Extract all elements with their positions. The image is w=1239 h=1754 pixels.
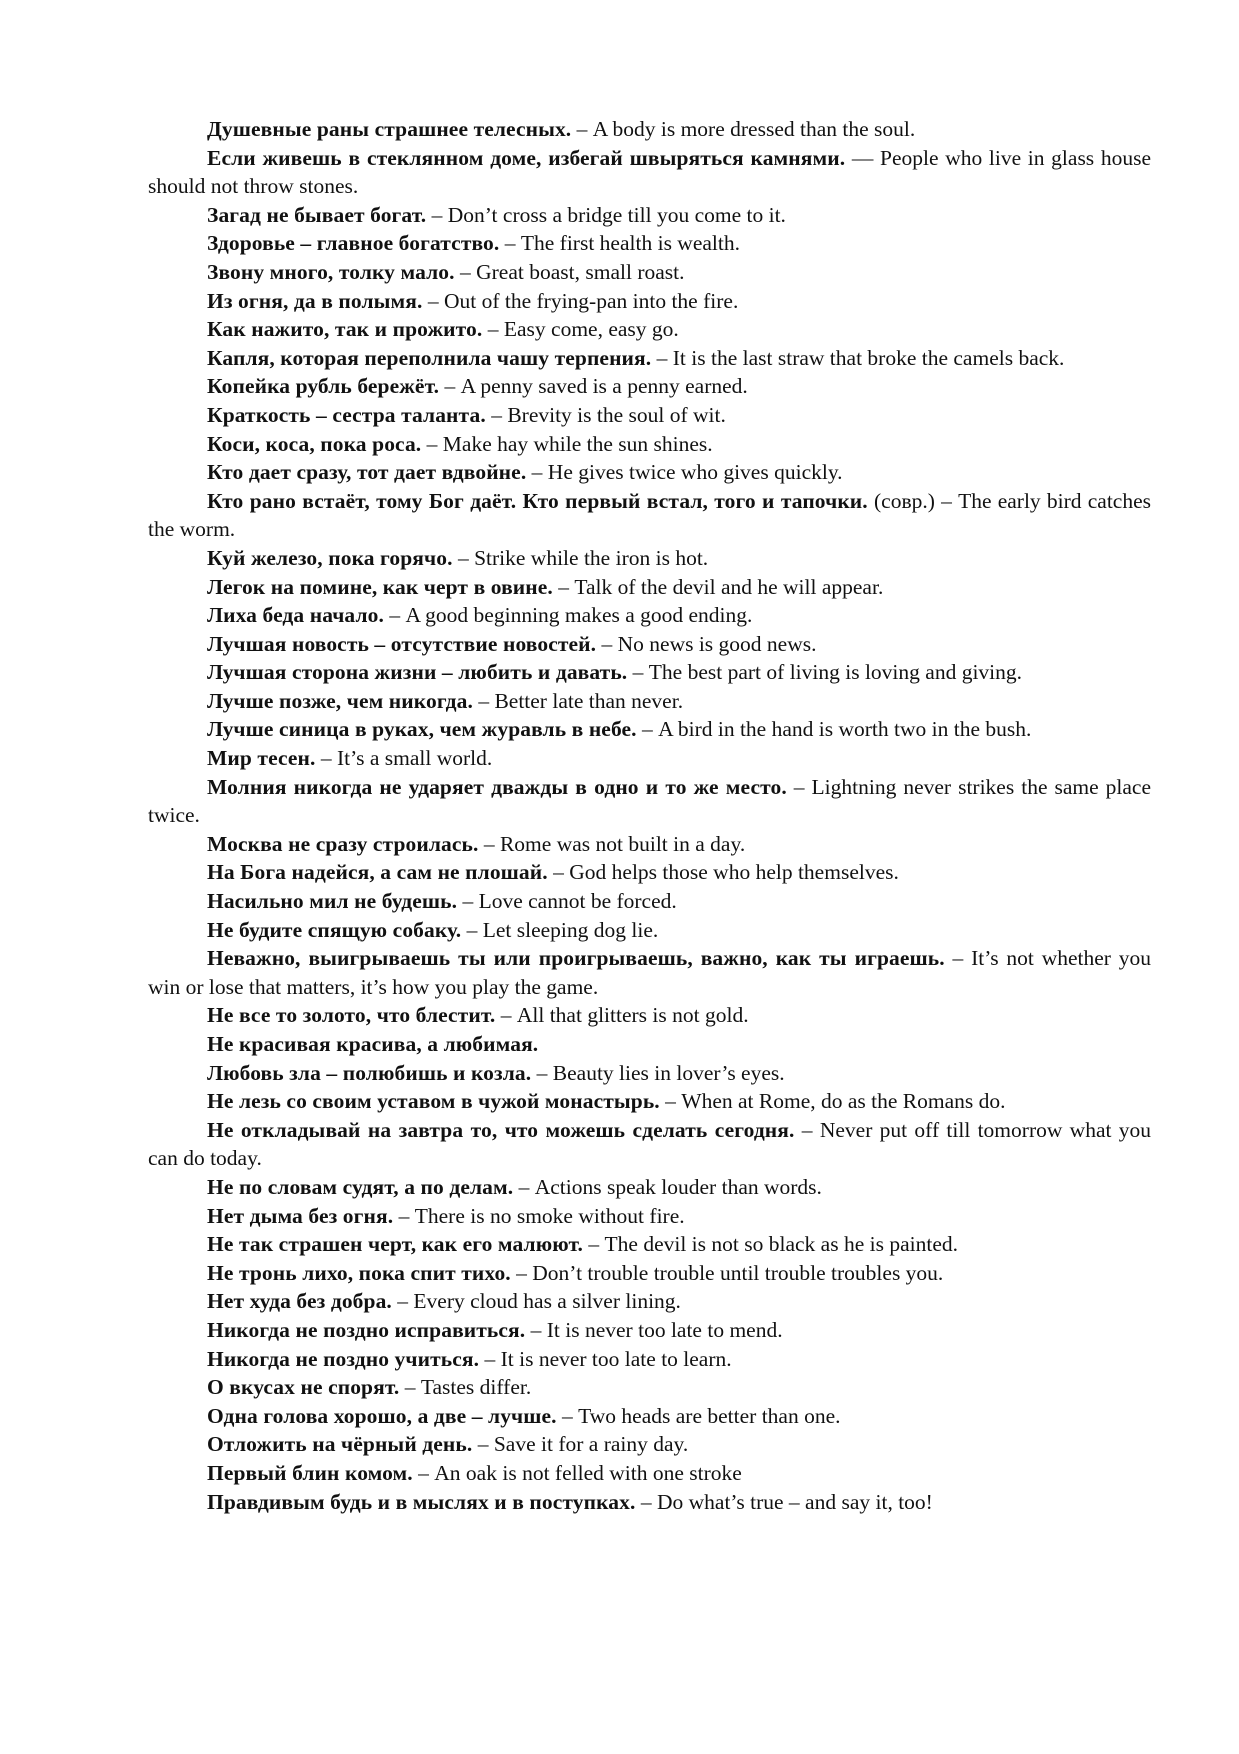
- proverb-entry: [148, 401, 1151, 430]
- english-equivalent: Lightning never strikes the same place twice.: [148, 774, 1151, 828]
- separator: –: [452, 545, 475, 570]
- russian-proverb: Не все то золото, что блестит.: [207, 1003, 496, 1028]
- separator: –: [526, 460, 548, 485]
- english-equivalent: The early bird catches the worm.: [148, 488, 1151, 542]
- russian-proverb: Капля, которая переполнила чашу терпения.: [207, 345, 652, 370]
- separator: –: [513, 1174, 535, 1199]
- russian-proverb: Не так страшен черт, как его малюют.: [207, 1232, 584, 1257]
- russian-proverb: Лучшая новость – отсутствие новостей.: [207, 631, 597, 656]
- russian-proverb: Одна голова хорошо, а две – лучше.: [207, 1403, 557, 1428]
- proverb-entry: [148, 1230, 1151, 1259]
- russian-proverb: Не тронь лихо, пока спит тихо.: [207, 1260, 511, 1285]
- proverb-entry: [148, 344, 1151, 373]
- proverb-entry: [148, 1001, 1151, 1030]
- english-equivalent: It is the last straw that broke the camels back.: [672, 345, 1065, 370]
- proverb-entry: [148, 1373, 1151, 1402]
- proverb-entry: [148, 458, 1151, 487]
- proverb-entry: [148, 1087, 1151, 1116]
- russian-proverb: Отложить на чёрный день.: [207, 1432, 473, 1457]
- english-equivalent: Easy come, easy go.: [503, 317, 679, 342]
- separator: –: [552, 574, 575, 599]
- russian-proverb: Никогда не поздно учиться.: [207, 1346, 480, 1371]
- english-equivalent: Save it for a rainy day.: [493, 1432, 689, 1457]
- proverb-entry: [148, 658, 1151, 687]
- russian-proverb: Мир тесен.: [207, 746, 316, 771]
- english-equivalent: Tastes differ.: [420, 1375, 532, 1400]
- english-equivalent: It’s not whether you win or lose that matters, it’s how you play the game.: [148, 946, 1152, 999]
- proverb-entry: [148, 1059, 1151, 1088]
- english-equivalent: Brevity is the soul of wit.: [507, 402, 726, 427]
- russian-proverb: Из огня, да в полымя.: [207, 288, 423, 313]
- separator: –: [472, 688, 495, 713]
- separator: –: [482, 317, 504, 342]
- russian-proverb: Никогда не поздно исправиться.: [207, 1317, 526, 1342]
- russian-proverb: Не будите спящую собаку.: [207, 917, 462, 942]
- russian-proverb: Лучше синица в руках, чем журавль в небе.: [207, 717, 637, 742]
- english-equivalent: Beauty lies in lover’s eyes.: [552, 1060, 785, 1085]
- proverb-entry: [148, 1459, 1151, 1488]
- proverb-entry: [148, 630, 1151, 659]
- russian-proverb: Звону много, толку мало.: [207, 259, 455, 284]
- proverb-entry: [148, 1287, 1151, 1316]
- english-equivalent: The first health is wealth.: [520, 231, 740, 256]
- proverb-entry: [148, 1402, 1151, 1431]
- english-equivalent: When at Rome, do as the Romans do.: [681, 1089, 1006, 1114]
- english-equivalent: Every cloud has a silver lining.: [413, 1289, 681, 1314]
- proverb-entry: [148, 1202, 1151, 1231]
- proverb-entry: [148, 1116, 1151, 1173]
- proverb-entry: [148, 544, 1151, 573]
- russian-proverb: Кто дает сразу, тот дает вдвойне.: [207, 460, 527, 485]
- russian-proverb: Если живешь в стеклянном доме, избегай швыряться камнями.: [207, 145, 846, 170]
- separator: –: [391, 1289, 414, 1314]
- english-equivalent: Don’t trouble trouble until trouble troubles you.: [532, 1260, 944, 1285]
- proverb-entry: [148, 287, 1151, 316]
- separator: –: [457, 889, 479, 914]
- proverb-entry: [148, 830, 1151, 859]
- english-equivalent: All that glitters is not gold.: [516, 1003, 749, 1028]
- russian-proverb: Душевные раны страшнее телесных.: [207, 117, 572, 141]
- russian-proverb: Коси, коса, пока роса.: [207, 431, 422, 456]
- separator: –: [478, 831, 500, 856]
- proverb-entry: [148, 887, 1151, 916]
- separator: —: [845, 145, 881, 170]
- russian-proverb: Загад не бывает богат.: [207, 202, 427, 227]
- separator: –: [479, 1346, 501, 1371]
- english-equivalent: A bird in the hand is worth two in the bush.: [658, 717, 1032, 742]
- separator: –: [944, 946, 972, 971]
- proverb-entry: [148, 487, 1151, 544]
- proverbs-list: [148, 115, 1151, 1516]
- proverb-entry: [148, 773, 1151, 830]
- russian-proverb: Копейка рубль бережёт.: [207, 374, 440, 399]
- separator: –: [627, 660, 649, 685]
- proverb-entry: [148, 1259, 1151, 1288]
- russian-proverb: Любовь зла – полюбишь и козла.: [207, 1060, 532, 1085]
- english-equivalent: Rome was not built in a day.: [499, 831, 746, 856]
- separator: –: [393, 1203, 415, 1228]
- proverb-entry: [148, 229, 1151, 258]
- separator: –: [461, 917, 483, 942]
- proverb-entry: [148, 573, 1151, 602]
- russian-proverb: Молния никогда не ударяет дважды в одно и то же место.: [207, 774, 787, 799]
- separator: –: [472, 1432, 494, 1457]
- proverb-entry: [148, 1316, 1151, 1345]
- english-equivalent: The devil is not so black as he is painted.: [604, 1232, 958, 1257]
- russian-proverb: Лиха беда начало.: [207, 603, 384, 628]
- english-equivalent: Make hay while the sun shines.: [442, 431, 713, 456]
- english-equivalent: It is never too late to mend.: [546, 1317, 783, 1342]
- russian-proverb: Нет дыма без огня.: [207, 1203, 394, 1228]
- english-equivalent: A good beginning makes a good ending.: [405, 603, 753, 628]
- proverb-entry: [148, 1488, 1151, 1517]
- english-equivalent: No news is good news.: [617, 631, 817, 656]
- russian-proverb: Краткость – сестра таланта.: [207, 402, 486, 427]
- separator: –: [636, 717, 659, 742]
- russian-proverb: Легок на помине, как черт в овине.: [207, 574, 553, 599]
- separator: –: [383, 603, 406, 628]
- english-equivalent: Never put off till tomorrow what you can do today.: [148, 1117, 1152, 1171]
- separator: –: [556, 1403, 579, 1428]
- proverb-entry: [148, 715, 1151, 744]
- english-equivalent: Out of the frying-pan into the fire.: [443, 288, 739, 313]
- separator: –: [454, 259, 477, 284]
- separator: –: [547, 860, 570, 885]
- english-equivalent: God helps those who help themselves.: [569, 860, 899, 885]
- proverb-entry: [148, 744, 1151, 773]
- proverb-entry: [148, 1173, 1151, 1202]
- proverb-entry: [148, 372, 1151, 401]
- english-equivalent: Do what’s true – and say it, too!: [656, 1489, 933, 1514]
- separator: –: [495, 1003, 517, 1028]
- separator: –: [439, 374, 461, 399]
- english-equivalent: It is never too late to learn.: [500, 1346, 732, 1371]
- english-equivalent: Let sleeping dog lie.: [482, 917, 659, 942]
- proverb-entry: [148, 1030, 1151, 1059]
- russian-proverb: Москва не сразу строилась.: [207, 831, 479, 856]
- proverb-entry: [148, 858, 1151, 887]
- russian-proverb: Как нажито, так и прожито.: [207, 317, 483, 342]
- separator: –: [794, 1117, 820, 1142]
- proverb-entry: [148, 944, 1151, 1001]
- separator: (совр.) –: [867, 488, 959, 513]
- separator: –: [426, 202, 448, 227]
- separator: –: [596, 631, 618, 656]
- english-equivalent: Love cannot be forced.: [478, 889, 677, 914]
- russian-proverb: Правдивым будь и в мыслях и в поступках.: [207, 1489, 636, 1514]
- english-equivalent: Better late than never.: [494, 688, 684, 713]
- russian-proverb: На Бога надейся, а сам не плошай.: [207, 860, 548, 885]
- proverb-entry: [148, 430, 1151, 459]
- russian-proverb: Насильно мил не будешь.: [207, 889, 458, 914]
- english-equivalent: Talk of the devil and he will appear.: [574, 574, 884, 599]
- separator: –: [651, 345, 673, 370]
- english-equivalent: A body is more dressed than the soul.: [592, 117, 916, 141]
- russian-proverb: Лучше позже, чем никогда.: [207, 688, 473, 713]
- separator: –: [525, 1317, 547, 1342]
- proverb-entry: [148, 115, 1151, 144]
- separator: –: [531, 1060, 553, 1085]
- english-equivalent: Actions speak louder than words.: [534, 1174, 822, 1199]
- russian-proverb: Лучшая сторона жизни – любить и давать.: [207, 660, 628, 685]
- english-equivalent: People who live in glass house should not throw stones.: [148, 145, 1151, 199]
- english-equivalent: There is no smoke without fire.: [414, 1203, 685, 1228]
- english-equivalent: The best part of living is loving and giving.: [648, 660, 1023, 685]
- russian-proverb: Не красивая красива, а любимая.: [207, 1032, 539, 1056]
- russian-proverb: Кто рано встаёт, тому Бог даёт. Кто первый встал, того и тапочки.: [207, 488, 868, 513]
- english-equivalent: Don’t cross a bridge till you come to it.: [447, 202, 786, 227]
- english-equivalent: He gives twice who gives quickly.: [547, 460, 843, 485]
- separator: –: [485, 402, 508, 427]
- english-equivalent: A penny saved is a penny earned.: [460, 374, 748, 399]
- separator: –: [583, 1232, 605, 1257]
- separator: –: [315, 746, 337, 771]
- proverb-entry: [148, 315, 1151, 344]
- separator: –: [421, 431, 443, 456]
- russian-proverb: Не по словам судят, а по делам.: [207, 1174, 514, 1199]
- separator: –: [422, 288, 444, 313]
- proverb-entry: [148, 687, 1151, 716]
- russian-proverb: Здоровье – главное богатство.: [207, 231, 500, 256]
- russian-proverb: Куй железо, пока горячо.: [207, 545, 453, 570]
- proverb-entry: [148, 258, 1151, 287]
- separator: –: [571, 117, 593, 141]
- english-equivalent: It’s a small world.: [337, 746, 493, 771]
- russian-proverb: Не откладывай на завтра то, что можешь сделать сегодня.: [207, 1117, 795, 1142]
- russian-proverb: Не лезь со своим уставом в чужой монастырь.: [207, 1089, 660, 1114]
- separator: –: [499, 231, 521, 256]
- proverb-entry: [148, 201, 1151, 230]
- proverb-entry: [148, 1345, 1151, 1374]
- separator: –: [635, 1489, 657, 1514]
- proverb-entry: [148, 601, 1151, 630]
- proverb-entry: [148, 1430, 1151, 1459]
- english-equivalent: An oak is not felled with one stroke: [434, 1460, 742, 1485]
- english-equivalent: Strike while the iron is hot.: [474, 545, 709, 570]
- separator: –: [399, 1375, 421, 1400]
- separator: –: [659, 1089, 682, 1114]
- russian-proverb: Неважно, выигрываешь ты или проигрываешь, важно, как ты играешь.: [207, 946, 945, 971]
- russian-proverb: Первый блин комом.: [207, 1460, 413, 1485]
- proverb-entry: [148, 916, 1151, 945]
- proverb-entry: [148, 144, 1151, 201]
- separator: –: [510, 1260, 533, 1285]
- separator: –: [786, 774, 812, 799]
- russian-proverb: О вкусах не спорят.: [207, 1375, 400, 1400]
- separator: –: [412, 1460, 435, 1485]
- english-equivalent: Two heads are better than one.: [578, 1403, 841, 1428]
- russian-proverb: Нет худа без добра.: [207, 1289, 392, 1314]
- english-equivalent: Great boast, small roast.: [476, 259, 685, 284]
